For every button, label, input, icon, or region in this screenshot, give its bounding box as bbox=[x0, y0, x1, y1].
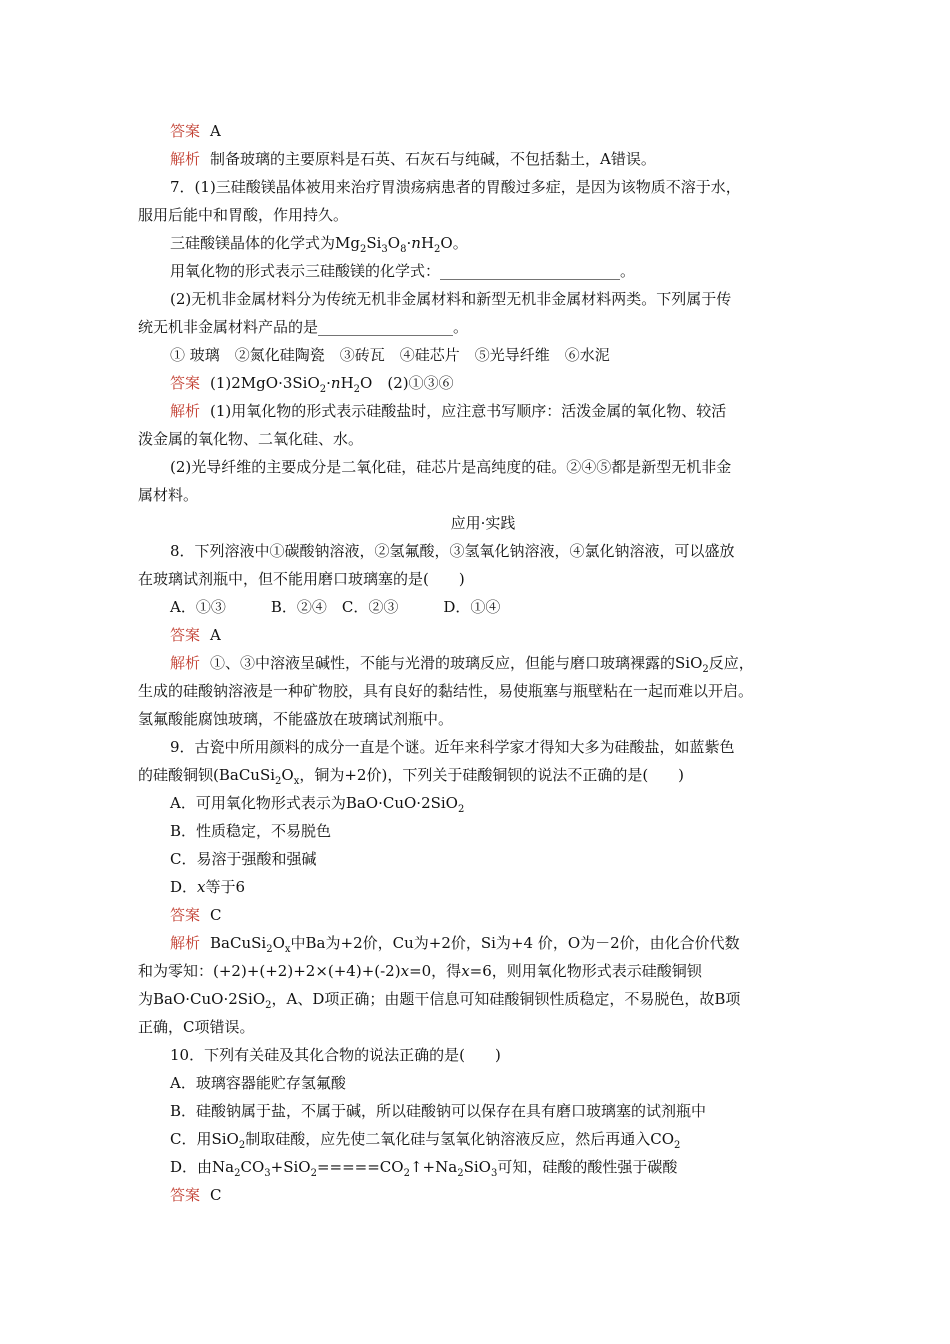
analysis-label: 解析 bbox=[170, 402, 201, 420]
question-7-fill-line: 用氧化物的形式表示三硅酸镁的化学式：________________________。 bbox=[170, 262, 636, 280]
analysis-text: 制备玻璃的主要原料是石英、石灰石与纯碱，不包括黏土，A错误。 bbox=[210, 150, 656, 168]
analysis-line bbox=[138, 397, 828, 425]
answer-label: 答案 bbox=[170, 626, 201, 644]
analysis-line-continued: 正确，C项错误。 bbox=[138, 1018, 255, 1036]
question-7-line-1: 7．(1)三硅酸镁晶体被用来治疗胃溃疡病患者的胃酸过多症，是因为该物质不溶于水， bbox=[170, 178, 741, 196]
subscript: 2 bbox=[353, 384, 361, 395]
question-7-formula-line bbox=[138, 229, 828, 257]
variable-x: x bbox=[461, 962, 470, 980]
analysis-line-2: (2)光导纤维的主要成分是二氧化硅，硅芯片是高纯度的硅。②④⑤都是新型无机非金 bbox=[170, 458, 732, 476]
option-text: C．用SiO bbox=[170, 1130, 239, 1148]
formula-text: H bbox=[420, 234, 435, 252]
analysis-text: 反应， bbox=[708, 654, 754, 672]
document-page bbox=[138, 117, 828, 1209]
variable-n: n bbox=[330, 374, 341, 392]
analysis-text: O bbox=[272, 934, 285, 952]
analysis-line bbox=[138, 145, 828, 173]
question-9-option-a bbox=[138, 789, 828, 817]
subscript: 2 bbox=[266, 944, 273, 955]
question-10-option-d bbox=[138, 1153, 828, 1181]
question-9-line-2 bbox=[138, 761, 828, 789]
subscript: 2 bbox=[238, 1140, 246, 1151]
question-8-line-1: 8．下列溶液中①碳酸钠溶液，②氢氟酸，③氢氧化钠溶液，④氯化钠溶液，可以盛放 bbox=[170, 542, 735, 560]
option-text: D．由Na bbox=[170, 1158, 235, 1176]
subscript: 2 bbox=[319, 384, 327, 395]
question-8-options: A．①③ B．②④ C．②③ D．①④ bbox=[170, 598, 501, 616]
answer-value: O (2)①③⑥ bbox=[360, 374, 454, 392]
formula-text: Si bbox=[366, 234, 382, 252]
subscript: 3 bbox=[381, 244, 388, 255]
subscript: 3 bbox=[490, 1168, 498, 1179]
answer-value: C bbox=[210, 906, 222, 924]
analysis-line-continued: 泼金属的氧化物、二氧化硅、水。 bbox=[138, 430, 364, 448]
option-text: CO bbox=[240, 1158, 265, 1176]
answer-label: 答案 bbox=[170, 122, 201, 140]
subscript: 2 bbox=[359, 244, 367, 255]
option-text: ↑+Na bbox=[409, 1158, 458, 1176]
question-10-option-b: B．硅酸钠属于盐，不属于碱，所以硅酸钠可以保存在具有磨口玻璃塞的试剂瓶中 bbox=[170, 1102, 707, 1120]
question-8-line-2: 在玻璃试剂瓶中，但不能用磨口玻璃塞的是( ) bbox=[138, 570, 465, 588]
option-text: +SiO bbox=[270, 1158, 311, 1176]
answer-label: 答案 bbox=[170, 374, 201, 392]
question-7-options: ① 玻璃 ②氮化硅陶瓷 ③砖瓦 ④硅芯片 ⑤光导纤维 ⑥水泥 bbox=[170, 346, 610, 364]
question-10-option-c bbox=[138, 1125, 828, 1153]
analysis-text: BaCuSi bbox=[210, 934, 267, 952]
subscript: 2 bbox=[674, 1140, 681, 1151]
question-9-option-b: B．性质稳定，不易脱色 bbox=[170, 822, 332, 840]
question-7-part-2-line-2: 统无机非金属材料产品的是__________________。 bbox=[138, 318, 469, 336]
analysis-line bbox=[138, 649, 828, 677]
subscript-x: x bbox=[284, 944, 291, 955]
question-9-option-d bbox=[138, 873, 828, 901]
subscript: 3 bbox=[264, 1168, 271, 1179]
option-text: 等于6 bbox=[205, 878, 246, 896]
question-text: ，铜为+2价)，下列关于硅酸铜钡的说法不正确的是( ) bbox=[299, 766, 685, 784]
answer-value: H bbox=[340, 374, 354, 392]
analysis-text: (1)用氧化物的形式表示硅酸盐时，应注意书写顺序：活泼金属的氧化物、较活 bbox=[210, 402, 727, 420]
formula-text: O bbox=[387, 234, 401, 252]
answer-value: A bbox=[210, 626, 221, 644]
analysis-line-2-continued: 属材料。 bbox=[138, 486, 199, 504]
question-text: 的硅酸铜钡(BaCuSi bbox=[138, 766, 276, 784]
analysis-line-continued bbox=[138, 957, 828, 985]
answer-line bbox=[138, 369, 828, 397]
subscript: 2 bbox=[265, 1000, 272, 1011]
option-text: A．可用氧化物形式表示为BaO·CuO·2SiO bbox=[170, 794, 458, 812]
question-9-option-c: C．易溶于强酸和强碱 bbox=[170, 850, 317, 868]
variable-n: n bbox=[411, 234, 421, 252]
question-7-line-2: 服用后能中和胃酸，作用持久。 bbox=[138, 206, 349, 224]
variable-x: x bbox=[400, 962, 410, 980]
subscript: 2 bbox=[403, 1168, 410, 1179]
answer-line bbox=[138, 1181, 828, 1209]
option-text: 可知，硅酸的酸性强于碳酸 bbox=[497, 1158, 678, 1176]
subscript: 2 bbox=[275, 776, 282, 787]
analysis-text: 为BaO·CuO·2SiO bbox=[138, 990, 266, 1008]
analysis-line-continued: 生成的硅酸钠溶液是一种矿物胶，具有良好的黏结性，易使瓶塞与瓶壁粘在一起而难以开启。 bbox=[138, 682, 754, 700]
answer-value: C bbox=[210, 1186, 222, 1204]
analysis-text: =0，得 bbox=[409, 962, 462, 980]
subscript: 8 bbox=[400, 244, 407, 255]
answer-value: A bbox=[210, 122, 221, 140]
question-9-line-1: 9．古瓷中所用颜料的成分一直是个谜。近年来科学家才得知大多为硅酸盐，如蓝紫色 bbox=[170, 738, 735, 756]
subscript-x: x bbox=[293, 776, 300, 787]
analysis-text: 和为零知：(+2)+(+2)+2×(+4)+(-2) bbox=[138, 962, 401, 980]
answer-line bbox=[138, 901, 828, 929]
section-heading: 应用·实践 bbox=[450, 514, 516, 532]
option-text: =====CO bbox=[316, 1158, 404, 1176]
option-text: SiO bbox=[463, 1158, 491, 1176]
analysis-label: 解析 bbox=[170, 934, 201, 952]
analysis-text: ，A、D项正确；由题干信息可知硅酸铜钡性质稳定，不易脱色，故B项 bbox=[271, 990, 741, 1008]
subscript: 2 bbox=[702, 664, 709, 675]
variable-x: x bbox=[197, 878, 206, 896]
question-7-part-2-line-1: (2)无机非金属材料分为传统无机非金属材料和新型无机非金属材料两类。下列属于传 bbox=[170, 290, 732, 308]
answer-label: 答案 bbox=[170, 906, 201, 924]
answer-label: 答案 bbox=[170, 1186, 201, 1204]
subscript: 2 bbox=[310, 1168, 317, 1179]
formula-text: O。 bbox=[440, 234, 468, 252]
analysis-text: 中Ba为+2价，Cu为+2价，Si为+4 价，O为－2价，由化合价代数 bbox=[290, 934, 740, 952]
option-text: D． bbox=[170, 878, 198, 896]
analysis-line-continued: 氢氟酸能腐蚀玻璃，不能盛放在玻璃试剂瓶中。 bbox=[138, 710, 454, 728]
analysis-line-continued bbox=[138, 985, 828, 1013]
analysis-label: 解析 bbox=[170, 654, 201, 672]
question-10-stem: 10．下列有关硅及其化合物的说法正确的是( ) bbox=[170, 1046, 501, 1064]
subscript: 2 bbox=[457, 804, 465, 815]
answer-value: (1)2MgO·3SiO bbox=[210, 374, 320, 392]
question-10-option-a: A．玻璃容器能贮存氢氟酸 bbox=[170, 1074, 346, 1092]
answer-line bbox=[138, 621, 828, 649]
analysis-text: ①、③中溶液呈碱性，不能与光滑的玻璃反应，但能与磨口玻璃裸露的SiO bbox=[210, 654, 703, 672]
formula-text: 三硅酸镁晶体的化学式为Mg bbox=[170, 234, 360, 252]
analysis-label: 解析 bbox=[170, 150, 201, 168]
subscript: 2 bbox=[434, 244, 441, 255]
subscript: 2 bbox=[234, 1168, 241, 1179]
answer-value: · bbox=[326, 374, 331, 392]
subscript: 2 bbox=[457, 1168, 464, 1179]
question-text: O bbox=[281, 766, 294, 784]
analysis-text: =6，则用氧化物形式表示硅酸铜钡 bbox=[469, 962, 702, 980]
analysis-line bbox=[138, 929, 828, 957]
answer-line bbox=[138, 117, 828, 145]
option-text: 制取硅酸，应先使二氧化硅与氢氧化钠溶液反应，然后再通入CO bbox=[245, 1130, 675, 1148]
formula-text: · bbox=[406, 234, 412, 252]
